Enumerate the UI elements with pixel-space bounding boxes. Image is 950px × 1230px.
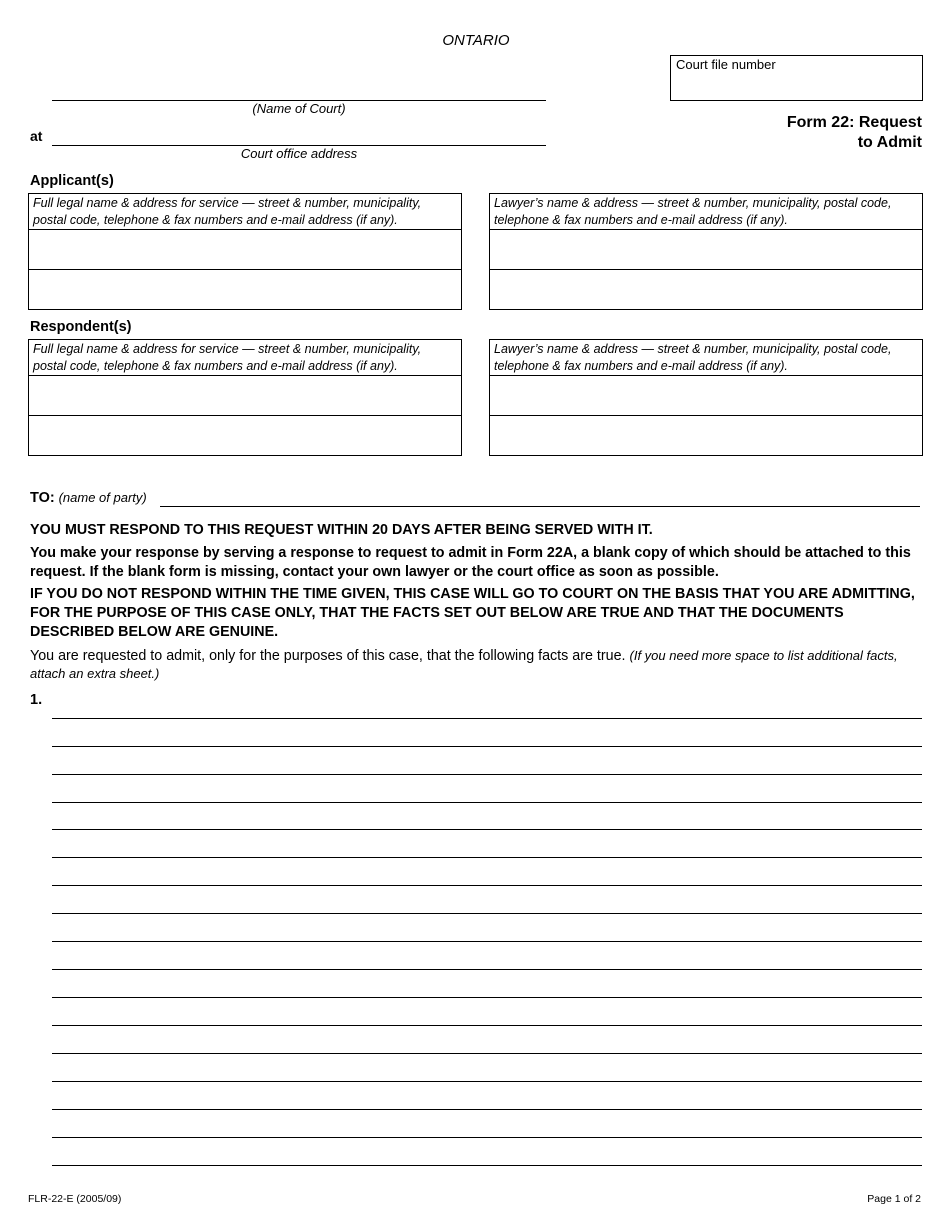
- fact-line[interactable]: [52, 885, 922, 886]
- fact-line[interactable]: [52, 1025, 922, 1026]
- page-number: Page 1 of 2: [867, 1193, 921, 1205]
- applicant-party-box: [28, 193, 462, 310]
- fact-line[interactable]: [52, 774, 922, 775]
- fact-line[interactable]: [52, 1109, 922, 1110]
- respondent-party-box: [28, 339, 462, 456]
- applicant-lawyer-field-1[interactable]: [490, 230, 922, 269]
- respondent-party-caption: Full legal name & address for service — street & number, municipality, postal code, telephone & fax numbers and e-mail address (if any).: [33, 342, 422, 373]
- form-title-line-1: Form 22: Request: [786, 114, 922, 131]
- fact-line[interactable]: [52, 1165, 922, 1166]
- respondents-heading: Respondent(s): [30, 319, 132, 335]
- fact-line[interactable]: [52, 913, 922, 914]
- province-label: ONTARIO: [442, 32, 510, 49]
- applicant-party-field-2[interactable]: [29, 270, 461, 309]
- respondent-lawyer-caption: Lawyer’s name & address — street & number, municipality, postal code, telephone & fax numbers and e-mail address (if any).: [494, 342, 892, 373]
- request-text: You are requested to admit, only for the purposes of this case, that the following facts are true.: [30, 648, 626, 664]
- court-file-number-label: Court file number: [676, 57, 776, 72]
- form-title: [660, 113, 922, 153]
- applicant-party-caption: Full legal name & address for service — street & number, municipality, postal code, telephone & fax numbers and e-mail address (if any).: [33, 196, 422, 227]
- fact-line[interactable]: [52, 802, 922, 803]
- fact-line[interactable]: [52, 718, 922, 719]
- fact-line[interactable]: [52, 1053, 922, 1054]
- form-title-line-2: to Admit: [857, 134, 922, 151]
- fact-line[interactable]: [52, 746, 922, 747]
- applicants-heading: Applicant(s): [30, 173, 114, 189]
- respondent-lawyer-field-2[interactable]: [490, 416, 922, 455]
- respondent-party-field-2[interactable]: [29, 416, 461, 455]
- warning-notice: IF YOU DO NOT RESPOND WITHIN THE TIME GIVEN, THIS CASE WILL GO TO COURT ON THE BASIS THAT YOU ARE ADMITTING, FOR THE PURPOSE OF THIS CASE ONLY, THAT THE FACTS SET OUT BELOW ARE TRUE AND THAT THE DOCUMENTS DESCRIBED BELOW ARE GENUINE.: [30, 586, 915, 640]
- respondent-lawyer-box: [489, 339, 923, 456]
- fact-number: 1.: [30, 692, 43, 708]
- how-to-respond-notice: You make your response by serving a response to request to admit in Form 22A, a blank copy of which should be attached to this request. If the blank form is missing, contact your own lawyer or the court office as soon as possible.: [30, 545, 911, 580]
- to-label: TO:: [30, 490, 55, 506]
- applicant-party-field-1[interactable]: [29, 230, 461, 269]
- fact-line[interactable]: [52, 1081, 922, 1082]
- court-file-number-field[interactable]: [670, 55, 923, 101]
- respondent-lawyer-field-1[interactable]: [490, 376, 922, 415]
- at-label: at: [30, 128, 43, 144]
- to-party-field[interactable]: [160, 506, 920, 507]
- form-code: FLR-22-E (2005/09): [28, 1193, 122, 1205]
- respondent-party-field-1[interactable]: [29, 376, 461, 415]
- fact-line[interactable]: [52, 997, 922, 998]
- applicant-lawyer-field-2[interactable]: [490, 270, 922, 309]
- court-address-caption: Court office address: [240, 146, 358, 161]
- court-name-caption: (Name of Court): [252, 101, 346, 116]
- fact-line[interactable]: [52, 857, 922, 858]
- applicant-lawyer-caption: Lawyer’s name & address — street & number, municipality, postal code, telephone & fax numbers and e-mail address (if any).: [494, 196, 892, 227]
- fact-line[interactable]: [52, 1137, 922, 1138]
- request-paragraph: [30, 647, 920, 683]
- to-line: [30, 489, 147, 506]
- to-caption: (name of party): [58, 490, 147, 505]
- applicant-lawyer-box: [489, 193, 923, 310]
- fact-line[interactable]: [52, 969, 922, 970]
- respond-deadline-notice: YOU MUST RESPOND TO THIS REQUEST WITHIN 20 DAYS AFTER BEING SERVED WITH IT.: [30, 522, 653, 538]
- fact-line[interactable]: [52, 829, 922, 830]
- fact-line[interactable]: [52, 941, 922, 942]
- request-note: (If you need more space to list additional facts, attach an extra sheet.): [30, 648, 898, 681]
